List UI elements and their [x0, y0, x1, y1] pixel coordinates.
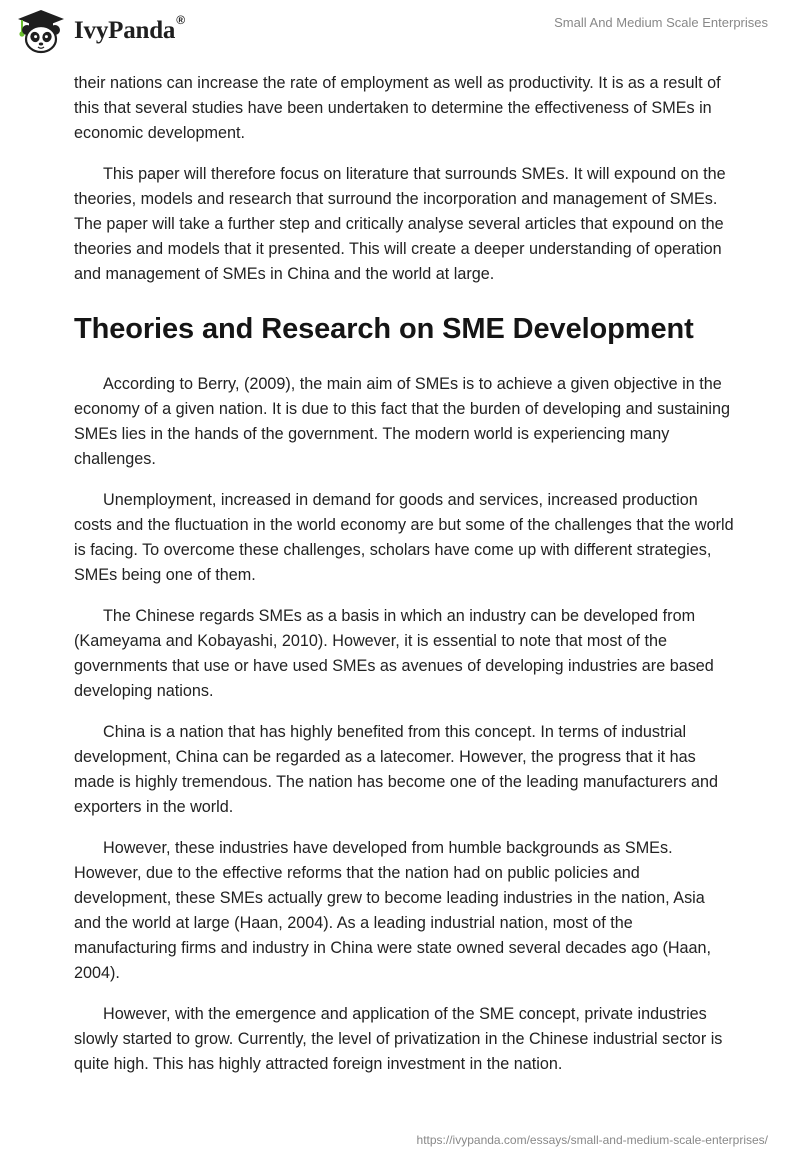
paragraph-intro: This paper will therefore focus on literature that surrounds SMEs. It will expound on the theories, models and research that surround the incorporation and management of SMEs. The paper will take a further step and critically analyse several articles that expound on the theories and models that it presented. This will create a deeper understanding of operation and management of SMEs in China and the world at large.	[74, 165, 726, 283]
brand-name: IvyPanda®	[74, 13, 185, 44]
paragraph: China is a nation that has highly benefited from this concept. In terms of industrial development, China can be regarded as a latecomer. However, the progress that it has made is highly tremendous. The nation has become one of the leading manufacturers and exporters in the world.	[74, 723, 719, 816]
document-title: Small And Medium Scale Enterprises	[554, 15, 768, 30]
paragraph: However, these industries have developed from humble backgrounds as SMEs. However, due to the effective reforms that the nation had on public policies and development, these SMEs actually grew to become leading industries in the nation, Asia and the world at large (Haan, 2004). As a leading industrial nation, most of the manufacturing firms and industry in China were state owned several decades ago (Haan, 2004).	[74, 839, 712, 982]
paragraph: However, with the emergence and application of the SME concept, private industries slowly started to grow. Currently, the level of privatization in the Chinese industrial sector is quite high. This has highly attracted foreign investment in the nation.	[74, 1005, 723, 1073]
registered-mark: ®	[176, 13, 185, 27]
brand-logo-link[interactable]	[14, 8, 185, 54]
panda-logo-icon	[14, 8, 68, 54]
paragraph-intro-continued: their nations can increase the rate of employment as well as productivity. It is as a result of this that several studies have been undertaken to determine the effectiveness of SMEs in economic development.	[74, 74, 721, 142]
source-url-link[interactable]: https://ivypanda.com/essays/small-and-medium-scale-enterprises/	[416, 1133, 768, 1147]
section-heading: Theories and Research on SME Development	[74, 313, 694, 345]
paragraph: Unemployment, increased in demand for goods and services, increased production costs and the fluctuation in the world economy are but some of the challenges that the world is facing. To overcome these challenges, scholars have come up with different strategies, SMEs being one of them.	[74, 491, 734, 584]
page-header	[0, 0, 800, 64]
paragraph: The Chinese regards SMEs as a basis in which an industry can be developed from (Kameyama and Kobayashi, 2010). However, it is essential to note that most of the governments that use or have used SMEs as avenues of developing industries are based developing nations.	[74, 607, 714, 700]
essay-content	[74, 71, 734, 1093]
paragraph: According to Berry, (2009), the main aim of SMEs is to achieve a given objective in the economy of a given nation. It is due to this fact that the burden of developing and sustaining SMEs lies in the hands of the government. The modern world is experiencing many challenges.	[74, 375, 731, 468]
